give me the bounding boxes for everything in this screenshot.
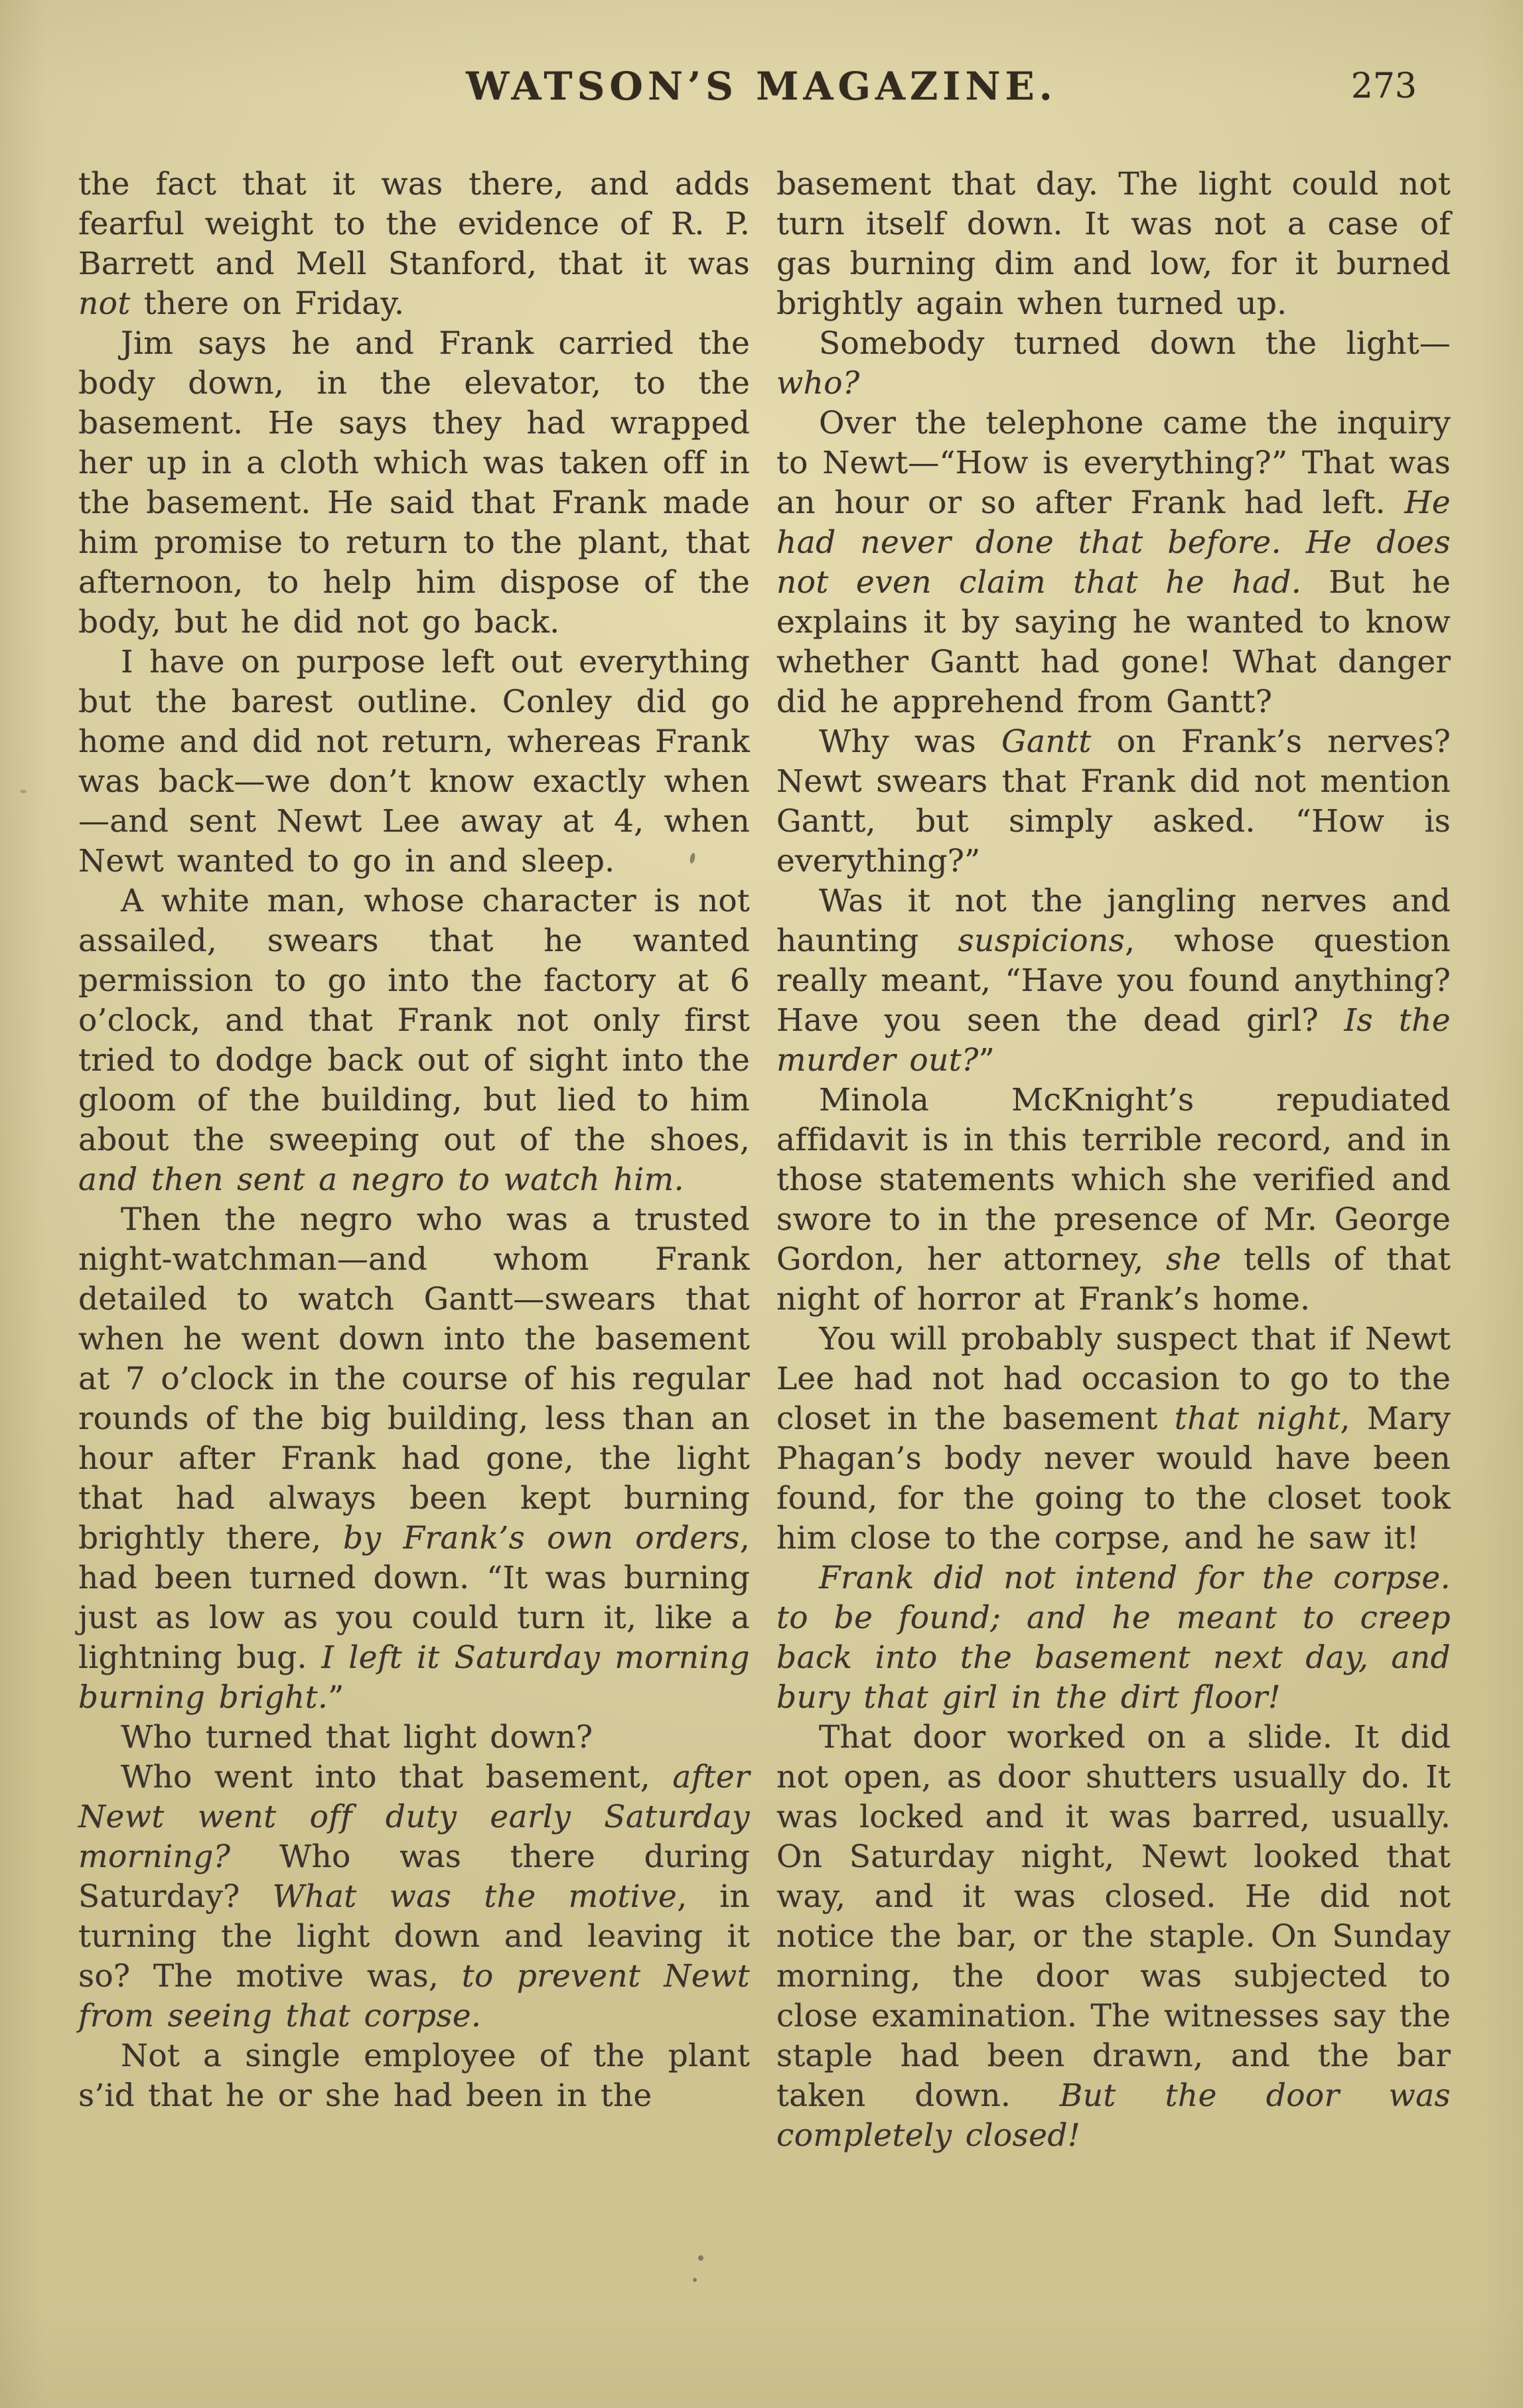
text-run: I have on purpose left out everything but the barest outline. Conley did go home and did not return, whereas Frank was back—we don’t know exactly when—and sent Newt Lee away at 4, when Newt wanted to go in and sleep. xyxy=(78,644,750,879)
paragraph xyxy=(776,722,1451,881)
paragraph xyxy=(78,1758,750,2036)
italic-text-run: not xyxy=(78,285,131,322)
text-run: , Mary Phagan’s body never would have been found, for the going to the closet took him close to the corpse, and he saw it! xyxy=(776,1400,1451,1556)
italic-text-run: who? xyxy=(776,365,860,402)
ink-speck xyxy=(20,790,27,793)
text-run: on Frank’s nerves? Newt swears that Frank did not mention Gantt, but simply asked. “How is everything?” xyxy=(776,723,1451,879)
text-run: Who went into that basement, xyxy=(121,1759,673,1795)
text-run: ” xyxy=(328,1679,344,1716)
paragraph xyxy=(776,165,1451,324)
right-column xyxy=(776,165,1451,2156)
italic-text-run: to prevent Newt from seeing that corpse. xyxy=(78,1958,750,2034)
italic-text-run: that night xyxy=(1174,1400,1341,1437)
text-run: Why was xyxy=(819,723,1001,760)
paragraph xyxy=(776,1081,1451,1319)
paragraph xyxy=(78,1718,750,1758)
left-column xyxy=(78,165,750,2116)
text-run: Jim says he and Frank carried the body down, in the elevator, to the basement. He says they had wrapped her up in a cloth which was taken off in the basement. He said that Frank made him promise to return to the plant, that afternoon, to help him dispose of the body, but he did not go back. xyxy=(78,325,750,640)
text-run: Then the negro who was a trusted night-watchman—and whom Frank detailed to watch Gantt—swears that when he went down into the basement at 7 o’clock in the course of his regular rounds of the big building, less than an hour after Frank had gone, the light that had always been kept burning brightly there, xyxy=(78,1201,750,1556)
text-run: Over the telephone came the inquiry to Newt—“How is everything?” That was an hour or so after Frank had left. xyxy=(776,405,1451,521)
text-run: , in turning the light down and leaving it so? The motive was, xyxy=(78,1878,750,1994)
page-header xyxy=(0,64,1523,117)
journal-title: WATSON’S MAGAZINE. xyxy=(466,64,1057,109)
italic-text-run: after Newt went off duty early Saturday morning? xyxy=(78,1759,750,1875)
text-run: You will probably suspect that if Newt Lee had not had occasion to go to the closet in the basement xyxy=(776,1321,1451,1437)
italic-text-run: by Frank’s own orders xyxy=(343,1520,740,1556)
paragraph xyxy=(78,165,750,324)
ink-speck xyxy=(698,2255,703,2261)
italic-text-run: she xyxy=(1165,1241,1222,1278)
text-run: ” xyxy=(978,1042,995,1079)
text-run: basement that day. The light could not turn itself down. It was not a case of gas burning dim and low, for it burned brightly again when turned up. xyxy=(776,166,1451,322)
paragraph xyxy=(776,1319,1451,1558)
paragraph xyxy=(776,1718,1451,2156)
italic-text-run: Is the murder out? xyxy=(776,1002,1451,1079)
paragraph xyxy=(78,2036,750,2116)
ink-speck xyxy=(693,2278,697,2282)
text-run: A white man, whose character is not assailed, swears that he wanted permission to go into the factory at 6 o’clock, and that Frank not only first tried to dodge back out of sight into the gloom of the building, but lied to him about the sweeping out of the shoes, xyxy=(78,883,750,1158)
text-run: Who turned that light down? xyxy=(121,1719,593,1756)
page-number: 273 xyxy=(1350,66,1417,106)
italic-text-run: and then sent a negro to watch him. xyxy=(78,1162,684,1198)
text-run: Was it not the jangling nerves and haunting xyxy=(776,883,1451,959)
paragraph xyxy=(78,642,750,881)
text-run: That door worked on a slide. It did not open, as door shutters usually do. It was locked and it was barred, usually. On Saturday night, Newt looked that way, and it was closed. He did not notice the bar, or the staple. On Sunday morning, the door was subjected to close examination. The witnesses say the staple had been drawn, and the bar taken down. xyxy=(776,1719,1451,2114)
paragraph xyxy=(78,1200,750,1718)
text-run: , had been turned down. “It was burning just as low as you could turn it, like a lightning bug. xyxy=(78,1520,750,1676)
text-run: Who was there during Saturday? xyxy=(78,1839,750,1915)
text-run: there on Friday. xyxy=(130,285,405,322)
italic-text-run: Gantt xyxy=(1001,723,1092,760)
paragraph xyxy=(78,324,750,642)
italic-text-run: Frank did not intend for the corpse. to be found; and he meant to creep back into the basement next day, and bury that girl in the dirt floor! xyxy=(776,1560,1451,1716)
text-run: the fact that it was there, and adds fearful weight to the evidence of R. P. Barrett and Mell Stanford, that it was xyxy=(78,166,750,282)
italic-text-run: I left it Saturday morning burning bright. xyxy=(78,1639,751,1716)
text-run: tells of that night of horror at Frank’s home. xyxy=(776,1241,1451,1317)
text-run: But he explains it by saying he wanted to know whether Gantt had gone! What danger did he apprehend from Gantt? xyxy=(776,564,1451,720)
italic-text-run: suspicions xyxy=(958,923,1125,959)
paragraph xyxy=(776,1558,1451,1718)
text-run: Not a single employee of the plant s’id that he or she had been in the xyxy=(78,2038,750,2114)
italic-text-run: What was the motive xyxy=(272,1878,678,1915)
text-run: Somebody turned down the light— xyxy=(819,325,1451,362)
text-run: Minola McKnight’s repudiated affidavit is in this terrible record, and in those statements which she verified and swore to in the presence of Mr. George Gordon, her attorney, xyxy=(776,1082,1451,1278)
italic-text-run: But the door was completely closed! xyxy=(776,2077,1451,2154)
paragraph xyxy=(776,881,1451,1081)
paragraph xyxy=(78,881,750,1200)
paragraph xyxy=(776,324,1451,404)
text-run: , whose question really meant, “Have you found anything? Have you seen the dead girl? xyxy=(776,923,1451,1039)
paragraph xyxy=(776,404,1451,722)
italic-text-run: He had never done that before. He does not even claim that he had. xyxy=(776,485,1451,601)
